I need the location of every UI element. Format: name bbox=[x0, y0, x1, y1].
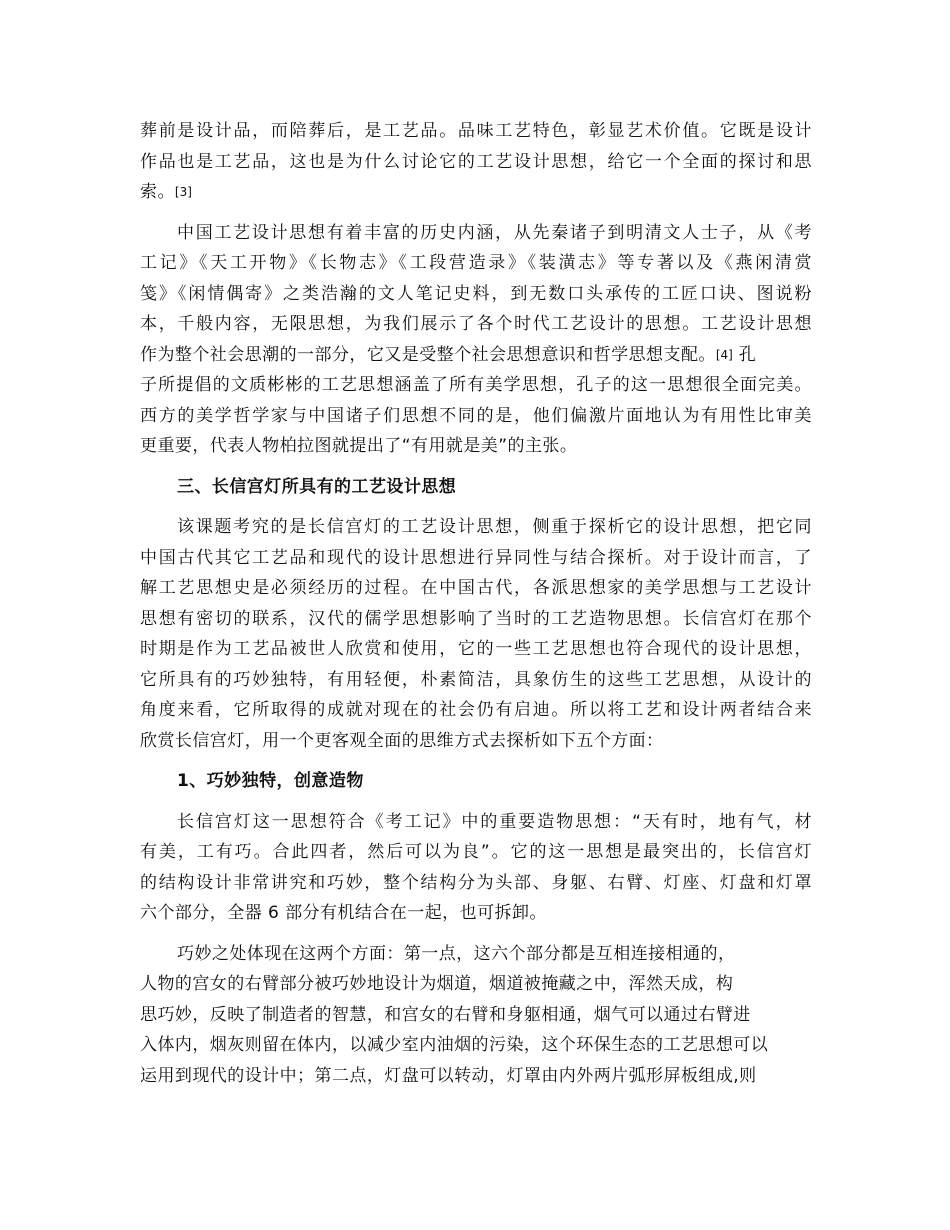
text-line-tail: 孔 bbox=[738, 344, 757, 365]
citation-ref: [4] bbox=[715, 347, 733, 362]
text-line: 欣赏长信宫灯，用一个更客观全面的思维方式去探析如下五个方面： bbox=[140, 730, 664, 751]
text-line: 的结构设计非常讲究和巧妙，整个结构分为头部、身躯、右臂、灯座、灯盘和灯罩 bbox=[140, 872, 812, 893]
paragraph-3 bbox=[140, 512, 812, 756]
text-line-content: 作为整个社会思潮的一部分，它又是受整个社会思想意识和哲学思想支配。 bbox=[140, 344, 716, 365]
paragraph-5 bbox=[140, 939, 812, 1092]
paragraph-4 bbox=[140, 807, 812, 929]
paragraph-1 bbox=[140, 116, 812, 208]
text-line: 六个部分，全器 6 部分有机结合在一起，也可拆卸。 bbox=[140, 903, 547, 923]
text-line: 巧妙之处体现在这两个方面：第一点，这六个部分都是互相连接相通的， bbox=[177, 943, 736, 964]
text-line: 子所提倡的文质彬彬的工艺思想涵盖了所有美学思想，孔子的这一思想很全面完美。 bbox=[140, 375, 812, 395]
text-line: 更重要，代表人物柏拉图就提出了“有用就是美”的主张。 bbox=[140, 436, 578, 456]
text-line: 有美，工有巧。合此四者，然后可以为良”。它的这一思想是最突出的，长信宫灯 bbox=[140, 842, 812, 862]
document-page bbox=[140, 116, 812, 1091]
text-line bbox=[140, 177, 812, 208]
text-line: 思巧妙，反映了制造者的智慧，和宫女的右臂和身躯相通，烟气可以通过右臂进 bbox=[140, 1004, 751, 1025]
text-line: 它所具有的巧妙独特，有用轻便，朴素简洁，具象仿生的这些工艺思想，从设计的 bbox=[140, 669, 812, 690]
section-heading: 三、长信宫灯所具有的工艺设计思想 bbox=[177, 476, 457, 497]
text-line: 思想有密切的联系，汉代的儒学思想影响了当时的工艺造物思想。长信宫灯在那个 bbox=[140, 608, 812, 629]
citation-ref: [3] bbox=[174, 185, 192, 199]
text-line bbox=[140, 340, 812, 371]
text-line: 本，千般内容，无限思想，为我们展示了各个时代工艺设计的思想。工艺设计思想 bbox=[140, 314, 812, 334]
text-line: 长信宫灯这一思想符合《考工记》中的重要造物思想：“天有时，地有气，材 bbox=[177, 811, 812, 832]
text-line: 作品也是工艺品，这也是为什么讨论它的工艺设计思想，给它一个全面的探讨和思 bbox=[140, 151, 812, 172]
text-line: 入体内，烟灰则留在体内，以减少室内油烟的污染，这个环保生态的工艺思想可以 bbox=[140, 1035, 769, 1055]
text-line: 角度来看，它所取得的成就对现在的社会仍有启迪。所以将工艺和设计两者结合来 bbox=[140, 700, 812, 720]
text-line: 运用到现代的设计中；第二点，灯盘可以转动，灯罩由内外两片弧形屏板组成,则 bbox=[140, 1065, 757, 1086]
text-line: 工记》《天工开物》《长物志》《工段营造录》《装潢志》等专著以及《燕闲清赏 bbox=[140, 253, 812, 273]
text-line: 该课题考究的是长信宫灯的工艺设计思想，侧重于探析它的设计思想，把它同 bbox=[177, 517, 812, 537]
text-line-content: 索。 bbox=[140, 182, 175, 202]
text-line: 中国古代其它工艺品和现代的设计思想进行异同性与结合探析。对于设计而言，了 bbox=[140, 547, 812, 568]
text-line: 时期是作为工艺品被世人欣赏和使用，它的一些工艺思想也符合现代的设计思想， bbox=[140, 639, 812, 659]
text-line: 西方的美学哲学家与中国诸子们思想不同的是，他们偏激片面地认为有用性比审美 bbox=[140, 405, 812, 426]
text-line: 笺》《闲情偶寄》之类浩瀚的文人笔记史料，到无数口头承传的工匠口诀、图说粉 bbox=[140, 283, 812, 304]
text-line: 葬前是设计品，而陪葬后，是工艺品。品味工艺特色，彰显艺术价值。它既是设计 bbox=[140, 121, 812, 141]
paragraph-2 bbox=[140, 218, 812, 462]
text-line: 中国工艺设计思想有着丰富的历史内涵，从先秦诸子到明清文人士子，从《考 bbox=[177, 222, 812, 243]
text-line: 解工艺思想史是必须经历的过程。在中国古代，各派思想家的美学思想与工艺设计 bbox=[140, 578, 812, 598]
subsection-heading: 1、巧妙独特，创意造物 bbox=[177, 771, 364, 791]
text-line: 人物的宫女的右臂部分被巧妙地设计为烟道，烟道被掩藏之中，浑然天成，构 bbox=[140, 974, 734, 994]
